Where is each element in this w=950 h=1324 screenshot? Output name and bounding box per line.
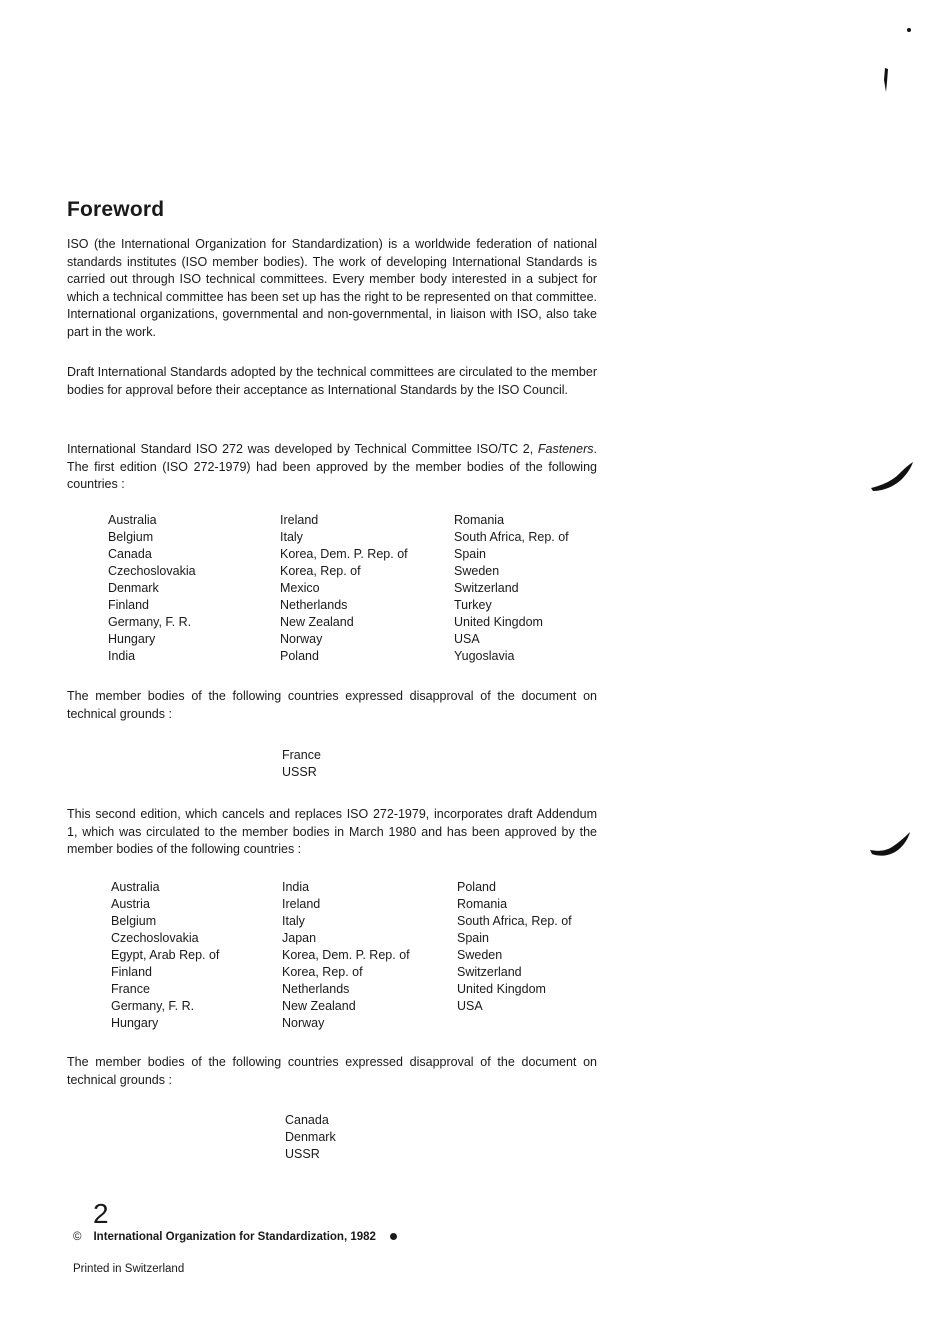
country-name: Czechoslovakia [111,931,199,945]
country-name: Turkey [454,598,492,612]
paragraph-first-edition [67,441,597,494]
country-name: USA [454,632,480,646]
printed-in: Printed in Switzerland [73,1263,185,1275]
page-title: Foreword [67,198,165,221]
country-name: Spain [457,931,489,945]
country-name: South Africa, Rep. of [454,530,569,544]
country-name: Germany, F. R. [108,615,192,629]
country-name: New Zealand [280,615,354,629]
country-name: Korea, Dem. P. Rep. of [282,948,410,962]
country-column-3 [457,879,572,1015]
country-name: Norway [282,1016,325,1030]
country-name: Spain [454,547,486,561]
country-name: United Kingdom [457,982,546,996]
country-name: Canada [108,547,152,561]
copyright-line [73,1231,397,1243]
country-name: Korea, Rep. of [282,965,363,979]
scan-speck-icon [906,26,912,34]
country-name: Egypt, Arab Rep. of [111,948,220,962]
country-column-2 [282,879,410,1032]
scan-smudge-icon [868,830,914,860]
page-number: 2 [93,1198,109,1229]
country-name: Hungary [111,1016,159,1030]
country-name: Netherlands [282,982,350,996]
paragraph-disapproval-second: The member bodies of the following countries expressed disapproval of the document on technical grounds : [67,1055,597,1087]
country-name: Norway [280,632,323,646]
country-name: France [111,982,150,996]
country-name: South Africa, Rep. of [457,914,572,928]
country-name: Italy [280,530,303,544]
country-column-1 [285,1112,336,1163]
country-name: Czechoslovakia [108,564,196,578]
country-name: Mexico [280,581,320,595]
country-name: Sweden [457,948,503,962]
country-name: Denmark [108,581,159,595]
scan-mark-icon [882,68,890,94]
country-column-2 [280,512,408,665]
country-name: Poland [280,649,319,663]
copyright-icon: © [73,1231,82,1243]
copyright-text: International Organization for Standardization, 1982 [93,1231,376,1243]
country-name: Japan [282,931,317,945]
country-name: Romania [454,513,505,527]
paragraph-first-edition-tail: . The first edition (ISO 272-1979) had been approved by the member bodies of the following countries : [67,442,597,492]
country-name: Romania [457,897,508,911]
country-name: Yugoslavia [454,649,515,663]
country-name: Ireland [282,897,321,911]
country-name: United Kingdom [454,615,543,629]
country-name: USSR [285,1147,320,1161]
country-name: Netherlands [280,598,348,612]
bullet-dot-icon [390,1233,397,1240]
committee-name: Fasteners [537,442,594,456]
country-name: Korea, Dem. P. Rep. of [280,547,408,561]
country-name: Finland [111,965,152,979]
paragraph-second-edition: This second edition, which cancels and replaces ISO 272-1979, incorporates draft Addendum 1, which was circulated to the member bodies in March 1980 and has been approved by the member bodies of the following countries : [67,807,597,857]
country-name: Germany, F. R. [111,999,195,1013]
country-name: Finland [108,598,149,612]
country-name: Australia [108,513,157,527]
country-name: India [108,649,136,663]
country-name: USA [457,999,483,1013]
paragraph-draft-standards: Draft International Standards adopted by the technical committees are circulated to the member bodies for approval before their acceptance as International Standards by the ISO Council. [67,365,597,397]
country-column-1 [111,879,219,1032]
country-name: Sweden [454,564,500,578]
country-name: Austria [111,897,150,911]
scan-smudge-icon [869,460,917,494]
country-name: USSR [282,765,317,779]
country-name: Switzerland [457,965,522,979]
country-name: New Zealand [282,999,356,1013]
country-name: France [282,748,321,762]
country-name: Hungary [108,632,156,646]
country-name: Ireland [280,513,319,527]
country-column-1 [108,512,196,665]
country-column-3 [454,512,569,665]
country-name: Switzerland [454,581,519,595]
country-name: Canada [285,1113,329,1127]
paragraph-iso-intro: ISO (the International Organization for Standardization) is a worldwide federation of national standards institutes (ISO member bodies). The work of developing International Standards is carried out through ISO technical committees. Every member body interested in a subject for which a technical committee has been set up has the right to be represented on that committee. International organizations, governmental and non-governmental, in liaison with ISO, also take part in the work. [67,237,597,339]
country-name: Belgium [108,530,154,544]
country-column-1 [282,747,321,781]
country-name: Denmark [285,1130,336,1144]
country-name: Belgium [111,914,157,928]
paragraph-disapproval-first: The member bodies of the following countries expressed disapproval of the document on technical grounds : [67,689,597,721]
country-name: Australia [111,880,160,894]
country-name: India [282,880,310,894]
country-name: Korea, Rep. of [280,564,361,578]
country-name: Italy [282,914,305,928]
country-name: Poland [457,880,496,894]
paragraph-first-edition-lead: International Standard ISO 272 was developed by Technical Committee ISO/TC 2, [67,442,534,456]
